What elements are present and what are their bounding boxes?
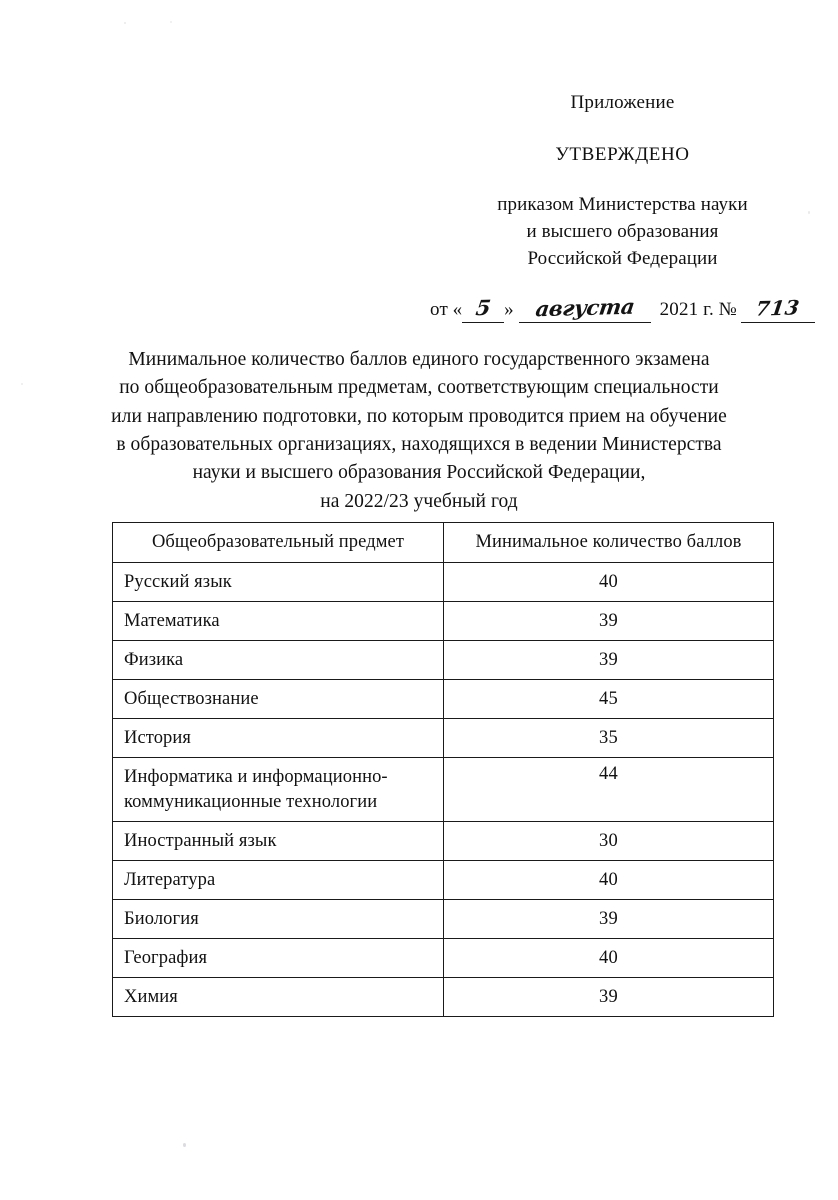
table-row: [113, 602, 774, 641]
title-line-2: по общеобразовательным предметам, соответствующим специальности: [119, 377, 719, 399]
table-row: [113, 939, 774, 978]
column-header-score: Минимальное количество баллов: [444, 523, 774, 563]
order-year: 2021: [659, 298, 699, 320]
scan-speck: [170, 21, 172, 23]
cell-subject: Обществознание: [113, 680, 444, 719]
scan-speck: [183, 1143, 186, 1147]
cell-subject: Биология: [113, 900, 444, 939]
table-row: [113, 978, 774, 1017]
table-row: [113, 719, 774, 758]
issuing-authority-line-1: приказом Министерства науки: [497, 193, 748, 215]
issuing-authority-line-3: Российской Федерации: [527, 247, 718, 269]
title-line-6: на 2022/23 учебный год: [320, 490, 518, 512]
table-header-row: [113, 523, 774, 563]
cell-subject: История: [113, 719, 444, 758]
cell-score: 39: [444, 978, 774, 1017]
cell-score: 40: [444, 861, 774, 900]
day-blank: [462, 295, 504, 323]
year-suffix: г.: [703, 298, 714, 320]
appendix-label: Приложение: [570, 92, 675, 113]
issuing-authority: [430, 192, 815, 273]
cell-subject-line-2: коммуникационные технологии: [124, 791, 378, 812]
cell-score: 39: [444, 900, 774, 939]
handwritten-order-number: 713: [754, 294, 802, 321]
cell-subject: Литература: [113, 861, 444, 900]
table-row: [113, 861, 774, 900]
quote-open: «: [452, 298, 463, 320]
minimum-scores-table: [112, 522, 774, 1017]
cell-score: 30: [444, 822, 774, 861]
month-blank: [519, 295, 652, 323]
cell-subject: Иностранный язык: [113, 822, 444, 861]
scan-speck: [124, 22, 126, 24]
title-line-3: или направлению подготовки, по которым проводится прием на обучение: [111, 405, 727, 427]
order-date-line: [430, 295, 815, 323]
issuing-authority-line-2: и высшего образования: [526, 220, 719, 242]
cell-score: 40: [444, 563, 774, 602]
cell-subject: География: [113, 939, 444, 978]
document-title: [69, 346, 769, 516]
date-prefix: от: [430, 298, 448, 320]
scan-speck: [21, 383, 23, 385]
cell-score: 39: [444, 602, 774, 641]
table-row: [113, 680, 774, 719]
cell-score: 40: [444, 939, 774, 978]
cell-subject-line-1: Информатика и информационно-: [124, 766, 388, 787]
approved-label: УТВЕРЖДЕНО: [555, 143, 690, 165]
table-row: [113, 900, 774, 939]
approval-header-block: [430, 92, 815, 323]
cell-subject: [113, 758, 444, 822]
title-line-5: науки и высшего образования Российской Федерации,: [192, 462, 646, 484]
order-number-blank: [741, 296, 815, 323]
cell-subject: Математика: [113, 602, 444, 641]
quote-close: »: [504, 298, 514, 320]
cell-score: 45: [444, 680, 774, 719]
title-line-4: в образовательных организациях, находящихся в ведении Министерства: [116, 434, 722, 456]
table-row: [113, 822, 774, 861]
title-line-1: Минимальное количество баллов единого государственного экзамена: [128, 349, 710, 370]
cell-score: 35: [444, 719, 774, 758]
cell-subject: Русский язык: [113, 563, 444, 602]
table-row: [113, 758, 774, 822]
cell-subject: Химия: [113, 978, 444, 1017]
handwritten-month: августа: [533, 293, 636, 321]
column-header-subject: Общеобразовательный предмет: [113, 523, 444, 563]
table-row: [113, 563, 774, 602]
number-sign: №: [718, 298, 737, 320]
table-row: [113, 641, 774, 680]
cell-score: 44: [444, 758, 774, 822]
cell-subject: Физика: [113, 641, 444, 680]
handwritten-day: 5: [474, 294, 493, 320]
cell-score: 39: [444, 641, 774, 680]
